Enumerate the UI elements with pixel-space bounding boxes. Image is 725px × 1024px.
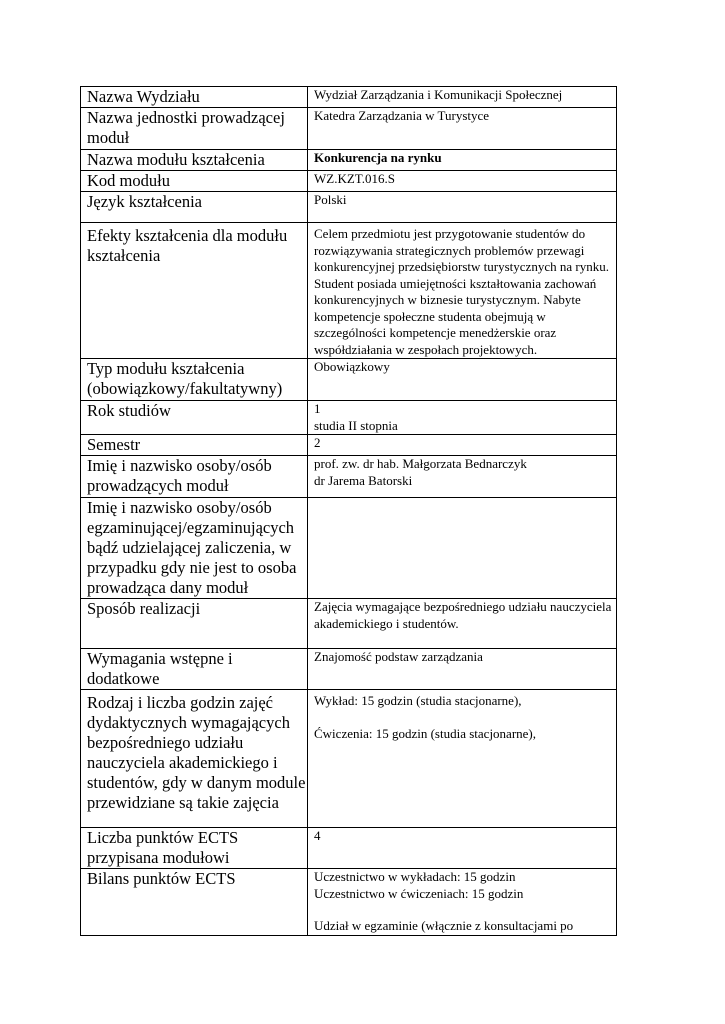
row-requirements (81, 649, 617, 690)
module-syllabus-table (80, 86, 617, 936)
ects-balance-value (308, 869, 617, 936)
outcomes-value: Celem przedmiotu jest przygotowanie studentów do rozwiązywania strategicznych problemów przewagi konkurencyjnej przedsiębiorstw turystycznych na rynku. Student posiada umiejętności kształtowania zachowań konkurencyjnych w biznesie turystycznym. Nabyte kompetencje społeczne studenta obejmują w szczególności kompetencje menedżerskie oraz współdziałania w zespołach projektowych. (308, 223, 617, 359)
language-value: Polski (308, 192, 617, 223)
module-name-label: Nazwa modułu kształcenia (81, 150, 308, 171)
row-module-code (81, 171, 617, 192)
module-code-value: WZ.KZT.016.S (308, 171, 617, 192)
lecture-attendance: Uczestnictwo w wykładach: 15 godzin (314, 869, 516, 884)
row-outcomes (81, 223, 617, 359)
unit-label: Nazwa jednostki prowadzącej moduł (81, 108, 308, 150)
row-faculty (81, 87, 617, 108)
lecture-hours: Wykład: 15 godzin (studia stacjonarne), (314, 693, 522, 708)
row-module-name (81, 150, 617, 171)
requirements-value: Znajomość podstaw zarządzania (308, 649, 617, 690)
instructor-1: prof. zw. dr hab. Małgorzata Bednarczyk (314, 456, 527, 471)
row-study-year (81, 401, 617, 435)
requirements-label: Wymagania wstępne i dodatkowe (81, 649, 308, 690)
examiners-label: Imię i nazwisko osoby/osób egzaminującej/egzaminujących bądź udzielającej zaliczenia, w przypadku gdy nie jest to osoba prowadząca dany moduł (81, 498, 308, 599)
row-hours (81, 690, 617, 828)
instructors-value (308, 456, 617, 498)
semester-value: 2 (308, 435, 617, 456)
hours-value (308, 690, 617, 828)
exercise-hours: Ćwiczenia: 15 godzin (studia stacjonarne), (314, 725, 537, 741)
language-label: Język kształcenia (81, 192, 308, 223)
study-year-label: Rok studiów (81, 401, 308, 435)
examiners-value (308, 498, 617, 599)
semester-label: Semestr (81, 435, 308, 456)
exercise-attendance: Uczestnictwo w ćwiczeniach: 15 godzin (314, 885, 524, 901)
instructors-label: Imię i nazwisko osoby/osób prowadzących moduł (81, 456, 308, 498)
row-language (81, 192, 617, 223)
row-module-type (81, 359, 617, 401)
ects-value: 4 (308, 828, 617, 869)
study-year-value (308, 401, 617, 435)
faculty-label: Nazwa Wydziału (81, 87, 308, 108)
delivery-label: Sposób realizacji (81, 599, 308, 649)
module-code-label: Kod modułu (81, 171, 308, 192)
row-delivery (81, 599, 617, 649)
outcomes-label: Efekty kształcenia dla modułu kształcenia (81, 223, 308, 359)
row-semester (81, 435, 617, 456)
exam-participation: Udział w egzaminie (włącznie z konsultacjami po (314, 918, 574, 933)
ects-label: Liczba punktów ECTS przypisana modułowi (81, 828, 308, 869)
module-type-value: Obowiązkowy (308, 359, 617, 401)
unit-value: Katedra Zarządzania w Turystyce (308, 108, 617, 150)
row-ects (81, 828, 617, 869)
study-year-number: 1 (314, 401, 321, 416)
delivery-value: Zajęcia wymagające bezpośredniego udziału nauczyciela akademickiego i studentów. (308, 599, 617, 649)
instructor-2: dr Jarema Batorski (314, 472, 413, 488)
row-ects-balance (81, 869, 617, 936)
study-year-level: studia II stopnia (314, 417, 398, 433)
module-type-label: Typ modułu kształcenia (obowiązkowy/fakultatywny) (81, 359, 308, 401)
hours-label: Rodzaj i liczba godzin zajęć dydaktycznych wymagających bezpośredniego udziału nauczyciela akademickiego i studentów, gdy w danym module przewidziane są takie zajęcia (81, 690, 308, 828)
row-instructors (81, 456, 617, 498)
row-unit (81, 108, 617, 150)
module-name-value: Konkurencja na rynku (308, 150, 617, 171)
ects-balance-label: Bilans punktów ECTS (81, 869, 308, 936)
faculty-value: Wydział Zarządzania i Komunikacji Społecznej (308, 87, 617, 108)
row-examiners (81, 498, 617, 599)
